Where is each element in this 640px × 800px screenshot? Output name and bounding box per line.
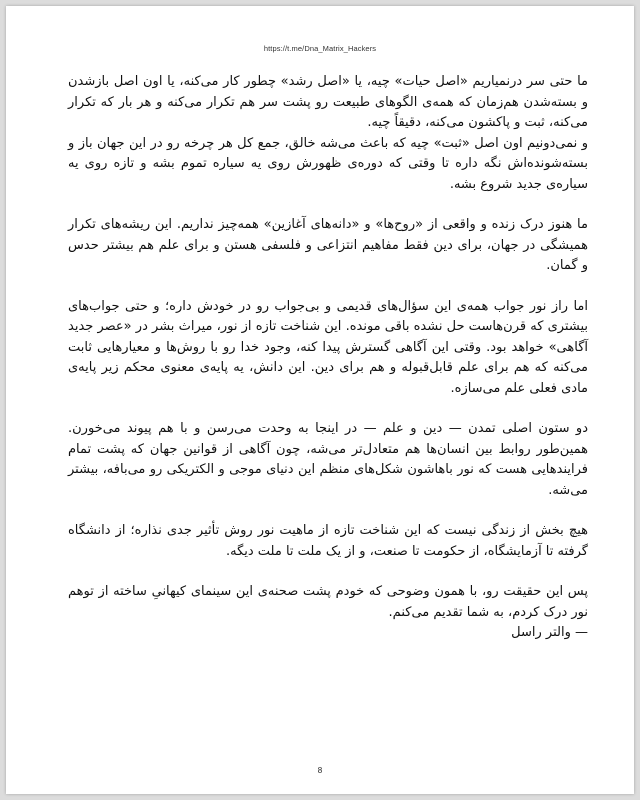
paragraph-6 bbox=[68, 582, 588, 623]
paragraph-1-part-2: و نمی‌دونیم اون اصل «ثبت» چیه که باعث می‌شه خالق، جمع کل هر چرخه رو در این جهان باز و بسته‌شونده‌اش نگه داره تا وقتی که دوره‌ی ظهورش روی یه سیاره تموم بشه و تازه روی یه سیاره‌ی جدید شروع بشه. bbox=[68, 135, 588, 192]
paragraph-3-text: اما راز نور جواب همه‌ی این سؤال‌های قدیمی و بی‌جواب رو در خودش داره؛ و حتی جواب‌های بیشتری که قرن‌هاست حل نشده باقی مونده. این شناخت تازه از نور، میراث بشر در «عصر جدید آگاهی» خواهد بود. وقتی این آگاهی گسترش پیدا کنه، وجود خدا رو با روش‌ها و معیارهایی ثابت می‌کنه که هم برای علم قابل‌قبوله و هم برای دین. این دانش، یه پایه‌ی معنوی محکم زیر پایه‌ی مادی فعلی علم می‌سازه. bbox=[68, 298, 588, 396]
paragraph-1-part-1: ما حتی سر درنمیاریم «اصل حیات» چیه، یا «اصل رشد» چطور کار می‌کنه، یا اون اصل بازشدن و بسته‌شدن هم‌زمان که همه‌ی الگوهای طبیعت رو پشت سر هم تکرار می‌کنه و هر بار که تکرار می‌کنه، ثبت و پاکشون می‌کنه، دقیقاً چیه. bbox=[68, 74, 588, 130]
paragraph-2-text: ما هنوز درک زنده و واقعی از «روح‌ها» و «دانه‌های آغازین» همه‌چیز نداریم. این ریشه‌های تکرار همیشگی در جهان، برای دین فقط مفاهیم انتزاعی و فلسفی هستن و برای علم هم بیشتر حدس و گمان. bbox=[68, 217, 588, 273]
paragraph-4-text: دو ستون اصلی تمدن — دین و علم — در اینجا به وحدت می‌رسن و با هم پیوند می‌خورن. همین‌طور روابط بین انسان‌ها هم متعادل‌تر می‌شه، چون آگاهی از قوانین جهان که پشت تمام فرایندهایی هست که نور با‌هاشون شکل‌های منظم این دنیای موجی و الکتریکی رو می‌بافه، بیشتر می‌شه. bbox=[68, 421, 588, 498]
author-signature: — والتر راسل bbox=[511, 625, 588, 640]
page-number: 8 bbox=[317, 766, 323, 775]
paragraph-6-text: پس این حقیقت رو، با همون وضوحی که خودم پشت صحنه‌ی این سینمای کیهانیِ ساخته از توهم نور درک کردم، به شما تقدیم می‌کنم. bbox=[68, 584, 588, 620]
body-text bbox=[68, 72, 588, 644]
header-link[interactable]: https://t.me/Dna_Matrix_Hackers bbox=[263, 44, 377, 53]
document-page bbox=[6, 6, 634, 794]
paragraph-4 bbox=[68, 419, 588, 501]
paragraph-2 bbox=[68, 215, 588, 277]
paragraph-1 bbox=[68, 72, 588, 195]
paragraph-5 bbox=[68, 521, 588, 562]
paragraph-5-text: هیچ بخش از زندگی نیست که این شناخت تازه از ماهیت نور روش تأثیر جدی نذاره؛ از دانشگاه گرفته تا آزمایشگاه، از حکومت تا صنعت، و از یک ملت تا ملت دیگه. bbox=[68, 523, 588, 559]
paragraph-3 bbox=[68, 297, 588, 400]
